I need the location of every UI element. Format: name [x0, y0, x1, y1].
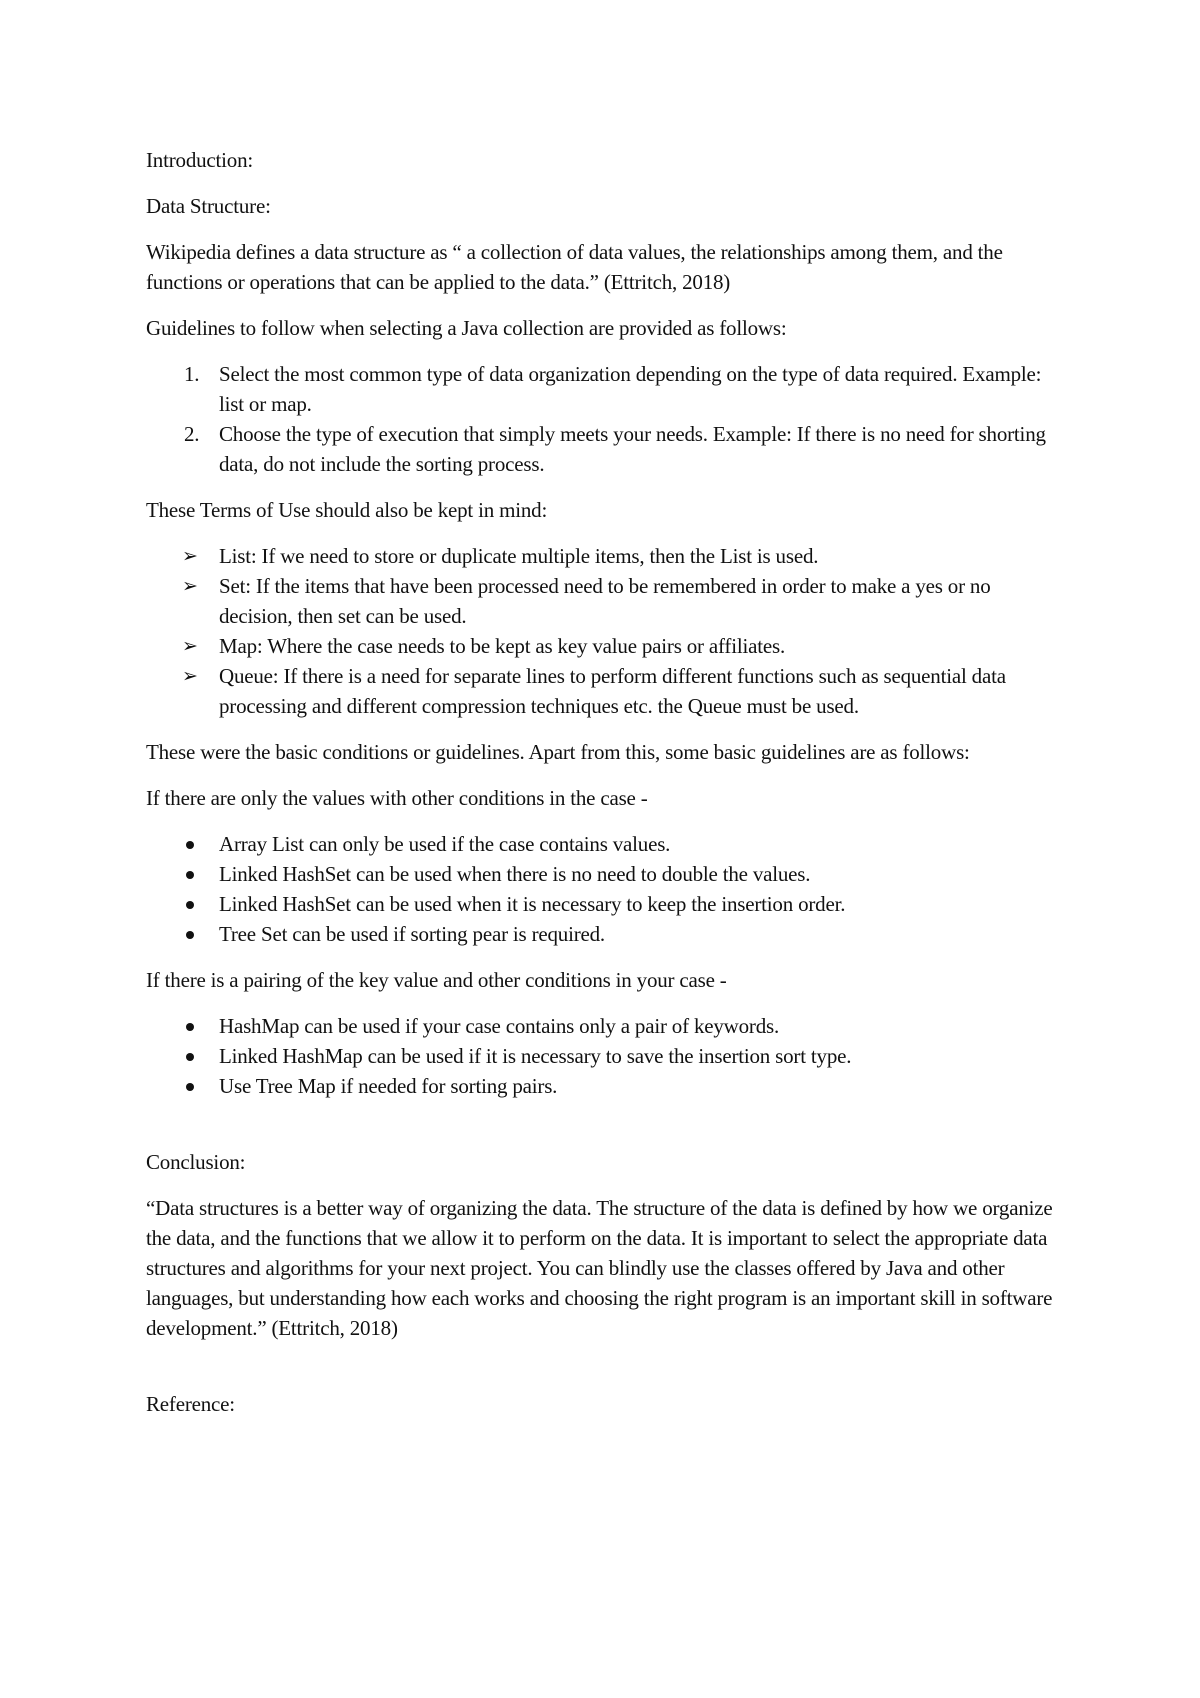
pairs-item [146, 1011, 1061, 1041]
list-number: 1. [184, 362, 200, 386]
bullet-dot-icon [186, 841, 194, 849]
introduction-heading: Introduction: [146, 148, 254, 172]
pairs-item [146, 1041, 1061, 1071]
pairs-text: Linked HashMap can be used if it is necessary to save the insertion sort type. [219, 1044, 852, 1068]
pairs-text: Use Tree Map if needed for sorting pairs. [219, 1074, 558, 1098]
bullet-dot-icon [186, 1053, 194, 1061]
bullet-dot-icon [186, 1083, 194, 1091]
pairs-item [146, 1071, 1061, 1101]
arrow-bullet-icon: ➢ [182, 635, 198, 657]
values-item [146, 859, 1061, 889]
values-text: Array List can only be used if the case contains values. [219, 832, 671, 856]
conclusion-paragraph: “Data structures is a better way of organizing the data. The structure of the data is defined by how we organize the data, and the functions that we allow it to perform on the data. It is important to select the appropriate data structures and algorithms for your next project. You can blindly use the classes offered by Java and other languages, but understanding how each works and choosing the right program is an important skill in software development.” (Ettritch, 2018) [146, 1196, 1053, 1340]
terms-text: List: If we need to store or duplicate multiple items, then the List is used. [219, 544, 819, 568]
basic-conditions-paragraph: These were the basic conditions or guidelines. Apart from this, some basic guidelines are as follows: [146, 740, 970, 764]
reference-heading: Reference: [146, 1392, 235, 1416]
values-text: Linked HashSet can be used when it is necessary to keep the insertion order. [219, 892, 846, 916]
terms-item [146, 661, 1061, 721]
pairs-list [146, 1011, 1061, 1101]
guideline-item [146, 419, 1061, 479]
values-item [146, 889, 1061, 919]
arrow-bullet-icon: ➢ [182, 545, 198, 567]
list-number: 2. [184, 422, 200, 446]
arrow-bullet-icon: ➢ [182, 575, 198, 597]
pairs-intro: If there is a pairing of the key value and other conditions in your case - [146, 968, 727, 992]
bullet-dot-icon [186, 901, 194, 909]
terms-list [146, 541, 1061, 721]
terms-item [146, 631, 1061, 661]
document-body [146, 145, 1061, 1435]
terms-text: Queue: If there is a need for separate lines to perform different functions such as sequential data processing and different compression techniques etc. the Queue must be used. [219, 664, 1006, 718]
values-text: Tree Set can be used if sorting pear is required. [219, 922, 605, 946]
data-structure-heading: Data Structure: [146, 194, 271, 218]
values-list [146, 829, 1061, 949]
guidelines-list [146, 359, 1061, 479]
guideline-text: Select the most common type of data organization depending on the type of data required. Example: list or map. [219, 362, 1042, 416]
bullet-dot-icon [186, 871, 194, 879]
values-text: Linked HashSet can be used when there is no need to double the values. [219, 862, 811, 886]
values-intro: If there are only the values with other conditions in the case - [146, 786, 648, 810]
data-structure-definition: Wikipedia defines a data structure as “ a collection of data values, the relationships among them, and the functions or operations that can be applied to the data.” (Ettritch, 2018) [146, 240, 1003, 294]
guideline-text: Choose the type of execution that simply meets your needs. Example: If there is no need for shorting data, do not include the sorting process. [219, 422, 1046, 476]
conclusion-heading: Conclusion: [146, 1150, 246, 1174]
terms-text: Map: Where the case needs to be kept as key value pairs or affiliates. [219, 634, 786, 658]
terms-item [146, 541, 1061, 571]
pairs-text: HashMap can be used if your case contains only a pair of keywords. [219, 1014, 780, 1038]
arrow-bullet-icon: ➢ [182, 665, 198, 687]
guideline-item [146, 359, 1061, 419]
guidelines-intro: Guidelines to follow when selecting a Java collection are provided as follows: [146, 316, 787, 340]
values-item [146, 919, 1061, 949]
terms-intro: These Terms of Use should also be kept in mind: [146, 498, 548, 522]
bullet-dot-icon [186, 1023, 194, 1031]
bullet-dot-icon [186, 931, 194, 939]
terms-text: Set: If the items that have been processed need to be remembered in order to make a yes or no decision, then set can be used. [219, 574, 991, 628]
terms-item [146, 571, 1061, 631]
values-item [146, 829, 1061, 859]
